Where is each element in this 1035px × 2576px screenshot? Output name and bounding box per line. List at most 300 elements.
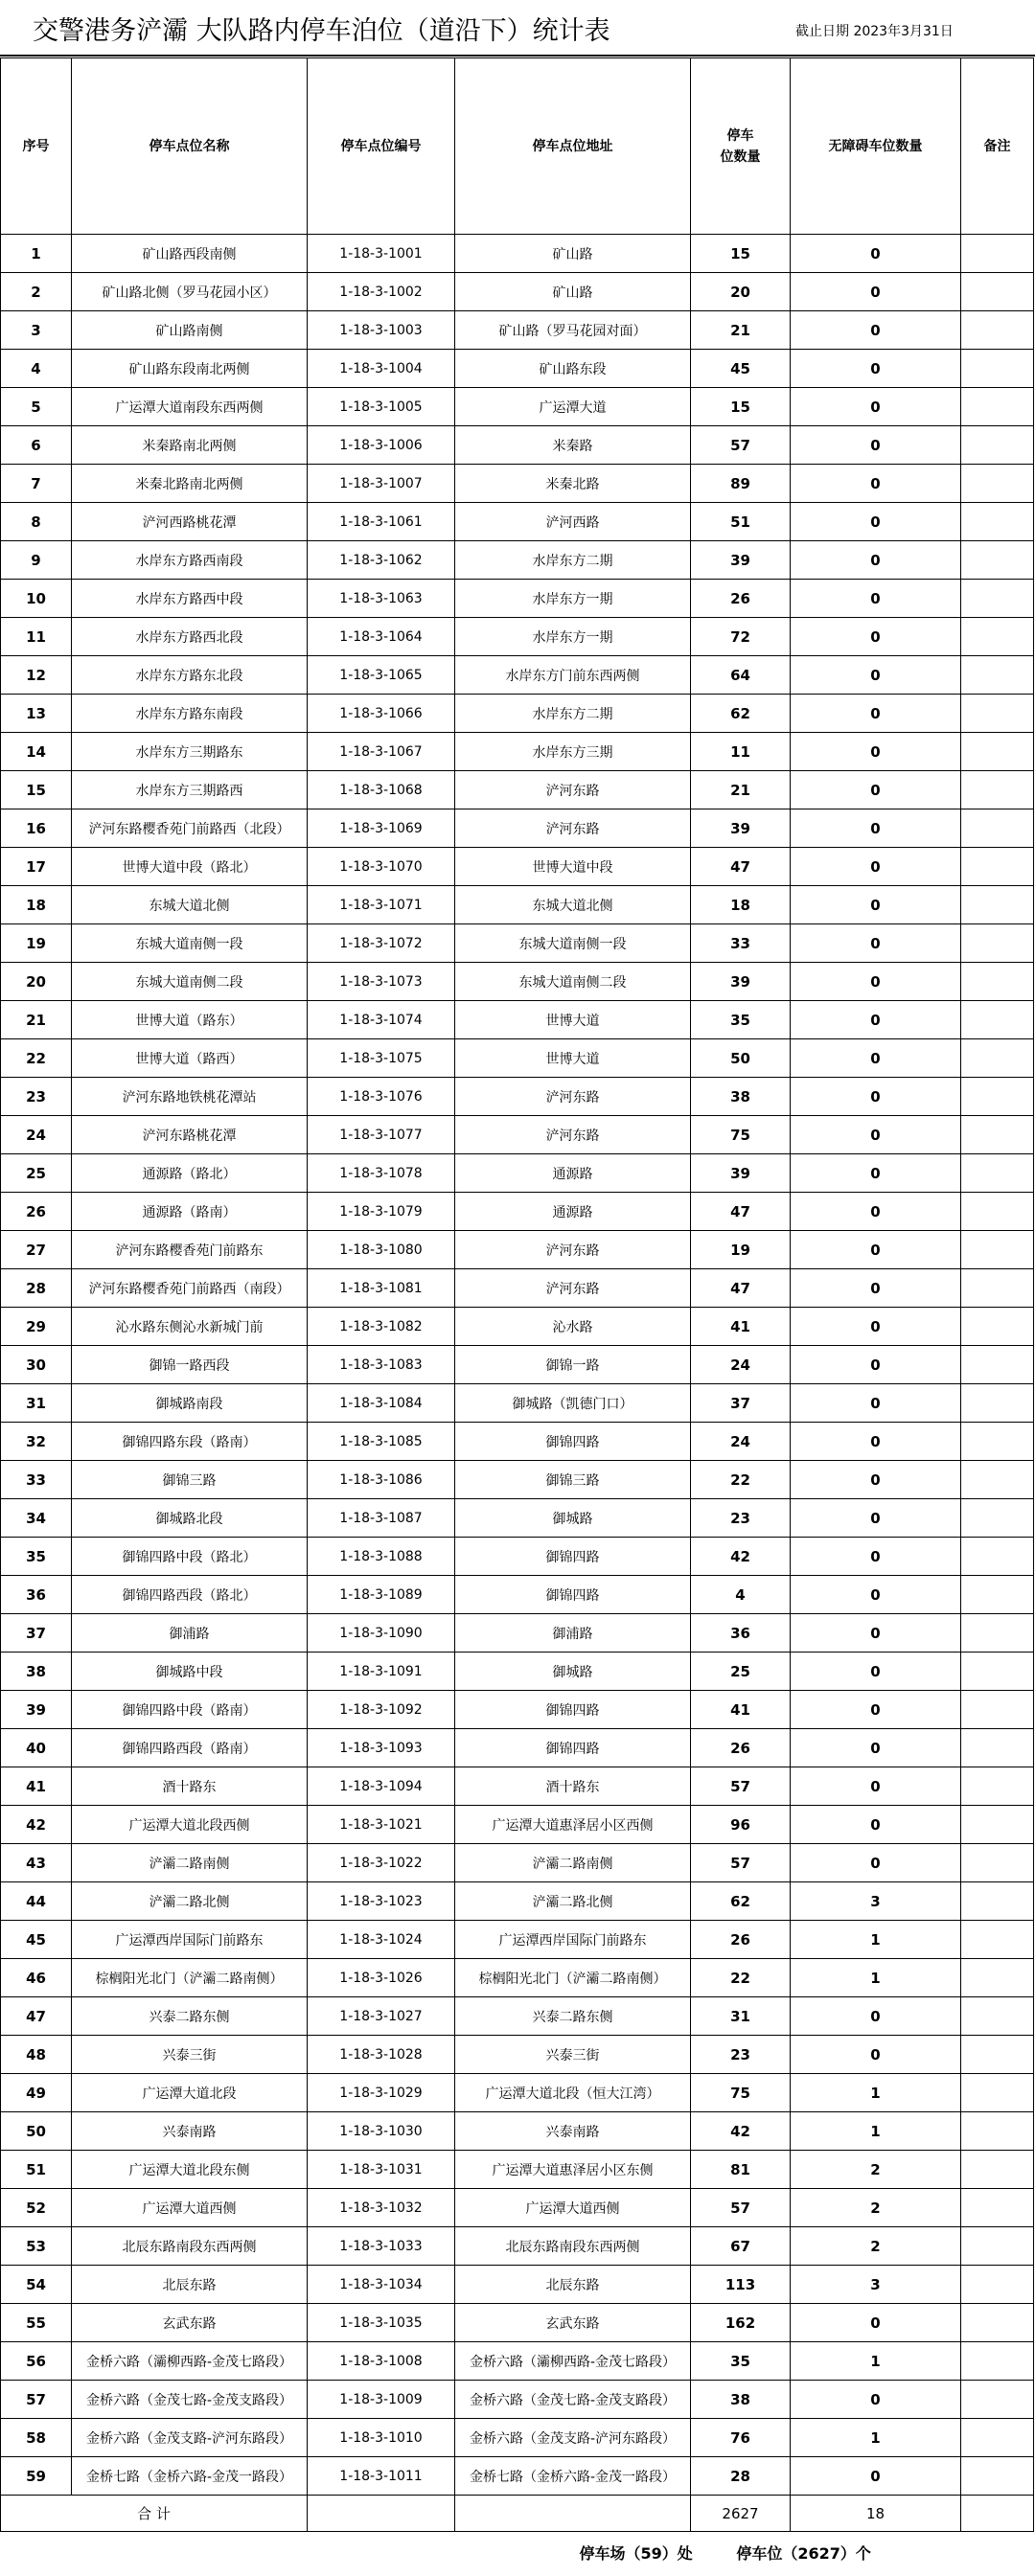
row-name: 御锦四路东段（路南） — [72, 1423, 308, 1461]
row-code: 1-18-3-1029 — [308, 2074, 455, 2112]
row-count: 51 — [691, 503, 791, 541]
row-remark — [961, 1346, 1034, 1384]
row-address: 矿山路（罗马花园对面） — [455, 311, 691, 350]
row-name: 御锦四路西段（路南） — [72, 1729, 308, 1767]
row-name: 矿山路南侧 — [72, 311, 308, 350]
row-accessible: 0 — [791, 963, 961, 1001]
table-row — [1, 311, 1034, 350]
row-count: 39 — [691, 1154, 791, 1193]
row-count: 62 — [691, 695, 791, 733]
row-accessible: 0 — [791, 1806, 961, 1844]
parking-table — [0, 57, 1034, 2574]
row-remark — [961, 2457, 1034, 2496]
row-remark — [961, 2227, 1034, 2266]
row-name: 御锦四路中段（路北） — [72, 1538, 308, 1576]
row-count: 96 — [691, 1806, 791, 1844]
row-remark — [961, 1844, 1034, 1882]
header-remark: 备注 — [961, 58, 1034, 235]
row-name: 兴泰二路东侧 — [72, 1997, 308, 2036]
row-code: 1-18-3-1079 — [308, 1193, 455, 1231]
row-seq: 27 — [1, 1231, 72, 1269]
row-accessible: 0 — [791, 2457, 961, 2496]
row-code: 1-18-3-1074 — [308, 1001, 455, 1039]
row-name: 浐河东路桃花潭 — [72, 1116, 308, 1154]
row-seq: 22 — [1, 1039, 72, 1078]
row-code: 1-18-3-1088 — [308, 1538, 455, 1576]
row-remark — [961, 1384, 1034, 1423]
row-count: 39 — [691, 541, 791, 580]
row-count: 57 — [691, 426, 791, 465]
row-name: 御浦路 — [72, 1614, 308, 1653]
row-code: 1-18-3-1080 — [308, 1231, 455, 1269]
row-accessible: 0 — [791, 1729, 961, 1767]
row-name: 金桥六路（金茂七路-金茂支路段） — [72, 2381, 308, 2419]
row-count: 42 — [691, 1538, 791, 1576]
row-accessible: 2 — [791, 2151, 961, 2189]
table-row — [1, 1767, 1034, 1806]
row-code: 1-18-3-1030 — [308, 2112, 455, 2151]
row-code: 1-18-3-1082 — [308, 1308, 455, 1346]
row-code: 1-18-3-1027 — [308, 1997, 455, 2036]
total-row — [1, 2496, 1034, 2532]
summary-spaces: 停车位（2627）个 — [736, 2544, 871, 2564]
row-address: 通源路 — [455, 1193, 691, 1231]
row-seq: 59 — [1, 2457, 72, 2496]
row-remark — [961, 2419, 1034, 2457]
row-name: 浐河东路地铁桃花潭站 — [72, 1078, 308, 1116]
row-remark — [961, 618, 1034, 656]
row-seq: 38 — [1, 1653, 72, 1691]
row-accessible: 0 — [791, 1308, 961, 1346]
row-seq: 49 — [1, 2074, 72, 2112]
table-row — [1, 2189, 1034, 2227]
row-accessible: 0 — [791, 1078, 961, 1116]
row-code: 1-18-3-1089 — [308, 1576, 455, 1614]
row-seq: 10 — [1, 580, 72, 618]
row-remark — [961, 235, 1034, 273]
row-address: 浐灞二路北侧 — [455, 1882, 691, 1921]
row-name: 浐河东路樱香苑门前路西（北段） — [72, 809, 308, 848]
row-code: 1-18-3-1093 — [308, 1729, 455, 1767]
table-row — [1, 2151, 1034, 2189]
table-row — [1, 1308, 1034, 1346]
row-address: 御城路 — [455, 1653, 691, 1691]
row-count: 41 — [691, 1308, 791, 1346]
total-label: 合 计 — [1, 2496, 308, 2532]
row-accessible: 0 — [791, 1039, 961, 1078]
row-code: 1-18-3-1034 — [308, 2266, 455, 2304]
row-remark — [961, 1423, 1034, 1461]
row-accessible: 1 — [791, 2419, 961, 2457]
row-code: 1-18-3-1066 — [308, 695, 455, 733]
row-remark — [961, 2304, 1034, 2342]
row-seq: 44 — [1, 1882, 72, 1921]
table-row — [1, 1691, 1034, 1729]
row-accessible: 0 — [791, 580, 961, 618]
row-seq: 18 — [1, 886, 72, 924]
row-code: 1-18-3-1075 — [308, 1039, 455, 1078]
row-count: 20 — [691, 273, 791, 311]
table-row — [1, 809, 1034, 848]
row-code: 1-18-3-1001 — [308, 235, 455, 273]
row-seq: 6 — [1, 426, 72, 465]
row-code: 1-18-3-1068 — [308, 771, 455, 809]
row-seq: 46 — [1, 1959, 72, 1997]
row-address: 广运潭大道惠泽居小区东侧 — [455, 2151, 691, 2189]
row-count: 11 — [691, 733, 791, 771]
row-address: 金桥七路（金桥六路-金茂一路段） — [455, 2457, 691, 2496]
header-count-line2: 位数量 — [720, 148, 761, 165]
row-code: 1-18-3-1077 — [308, 1116, 455, 1154]
row-code: 1-18-3-1063 — [308, 580, 455, 618]
table-row — [1, 1653, 1034, 1691]
table-row — [1, 1116, 1034, 1154]
row-count: 57 — [691, 2189, 791, 2227]
header-count-line1: 停车 — [726, 127, 754, 144]
row-address: 御城路 — [455, 1499, 691, 1538]
row-address: 浐河东路 — [455, 771, 691, 809]
row-remark — [961, 656, 1034, 695]
row-accessible: 0 — [791, 1576, 961, 1614]
table-row — [1, 2074, 1034, 2112]
row-accessible: 0 — [791, 273, 961, 311]
row-count: 18 — [691, 886, 791, 924]
row-address: 水岸东方一期 — [455, 618, 691, 656]
row-code: 1-18-3-1092 — [308, 1691, 455, 1729]
row-name: 广运潭大道南段东西两侧 — [72, 388, 308, 426]
row-accessible: 0 — [791, 503, 961, 541]
title-divider — [0, 55, 1035, 57]
row-remark — [961, 465, 1034, 503]
table-row — [1, 1844, 1034, 1882]
table-row — [1, 2342, 1034, 2381]
row-name: 水岸东方路西中段 — [72, 580, 308, 618]
row-count: 26 — [691, 1921, 791, 1959]
row-code: 1-18-3-1021 — [308, 1806, 455, 1844]
row-seq: 29 — [1, 1308, 72, 1346]
row-seq: 5 — [1, 388, 72, 426]
row-remark — [961, 1653, 1034, 1691]
row-accessible: 0 — [791, 1193, 961, 1231]
table-row — [1, 273, 1034, 311]
row-name: 米秦北路南北两侧 — [72, 465, 308, 503]
row-seq: 48 — [1, 2036, 72, 2074]
row-remark — [961, 924, 1034, 963]
row-address: 御锦四路 — [455, 1423, 691, 1461]
row-count: 15 — [691, 388, 791, 426]
row-address: 御锦三路 — [455, 1461, 691, 1499]
row-count: 22 — [691, 1461, 791, 1499]
row-address: 矿山路 — [455, 235, 691, 273]
row-seq: 19 — [1, 924, 72, 963]
row-accessible: 0 — [791, 1423, 961, 1461]
row-name: 广运潭大道北段 — [72, 2074, 308, 2112]
row-seq: 56 — [1, 2342, 72, 2381]
table-row — [1, 733, 1034, 771]
row-address: 广运潭西岸国际门前路东 — [455, 1921, 691, 1959]
row-remark — [961, 1308, 1034, 1346]
row-name: 御锦一路西段 — [72, 1346, 308, 1384]
table-row — [1, 2381, 1034, 2419]
row-remark — [961, 580, 1034, 618]
table-row — [1, 1997, 1034, 2036]
table-row — [1, 924, 1034, 963]
table-row — [1, 695, 1034, 733]
row-accessible: 0 — [791, 1384, 961, 1423]
table-row — [1, 1154, 1034, 1193]
row-count: 36 — [691, 1614, 791, 1653]
row-code: 1-18-3-1007 — [308, 465, 455, 503]
row-accessible: 0 — [791, 1499, 961, 1538]
row-count: 26 — [691, 1729, 791, 1767]
row-accessible: 0 — [791, 2304, 961, 2342]
row-address: 广运潭大道惠泽居小区西侧 — [455, 1806, 691, 1844]
row-count: 50 — [691, 1039, 791, 1078]
row-code: 1-18-3-1031 — [308, 2151, 455, 2189]
row-name: 浐河东路樱香苑门前路东 — [72, 1231, 308, 1269]
row-seq: 23 — [1, 1078, 72, 1116]
row-accessible: 1 — [791, 1921, 961, 1959]
row-remark — [961, 1499, 1034, 1538]
table-row — [1, 2304, 1034, 2342]
row-remark — [961, 2189, 1034, 2227]
row-address: 米秦北路 — [455, 465, 691, 503]
row-name: 棕榈阳光北门（浐灞二路南侧） — [72, 1959, 308, 1997]
row-address: 御城路（凯德门口） — [455, 1384, 691, 1423]
row-seq: 45 — [1, 1921, 72, 1959]
row-seq: 1 — [1, 235, 72, 273]
row-remark — [961, 1193, 1034, 1231]
table-row — [1, 2036, 1034, 2074]
row-seq: 39 — [1, 1691, 72, 1729]
row-code: 1-18-3-1004 — [308, 350, 455, 388]
row-count: 19 — [691, 1231, 791, 1269]
row-remark — [961, 886, 1034, 924]
row-code: 1-18-3-1069 — [308, 809, 455, 848]
header-address: 停车点位地址 — [455, 58, 691, 235]
row-address: 矿山路 — [455, 273, 691, 311]
row-seq: 28 — [1, 1269, 72, 1308]
row-count: 113 — [691, 2266, 791, 2304]
row-name: 世博大道（路东） — [72, 1001, 308, 1039]
row-count: 67 — [691, 2227, 791, 2266]
row-seq: 8 — [1, 503, 72, 541]
row-count: 62 — [691, 1882, 791, 1921]
row-count: 45 — [691, 350, 791, 388]
row-name: 兴泰三街 — [72, 2036, 308, 2074]
row-seq: 16 — [1, 809, 72, 848]
row-address: 水岸东方一期 — [455, 580, 691, 618]
row-remark — [961, 426, 1034, 465]
total-count: 2627 — [691, 2496, 791, 2532]
row-code: 1-18-3-1009 — [308, 2381, 455, 2419]
row-accessible: 0 — [791, 1001, 961, 1039]
row-address: 浐灞二路南侧 — [455, 1844, 691, 1882]
row-code: 1-18-3-1078 — [308, 1154, 455, 1193]
row-accessible: 1 — [791, 1959, 961, 1997]
row-address: 沁水路 — [455, 1308, 691, 1346]
table-row — [1, 2457, 1034, 2496]
row-remark — [961, 1614, 1034, 1653]
row-remark — [961, 273, 1034, 311]
row-seq: 17 — [1, 848, 72, 886]
summary-row — [1, 2532, 1034, 2574]
row-code: 1-18-3-1073 — [308, 963, 455, 1001]
table-row — [1, 426, 1034, 465]
table-row — [1, 541, 1034, 580]
row-remark — [961, 2381, 1034, 2419]
table-row — [1, 503, 1034, 541]
row-seq: 15 — [1, 771, 72, 809]
row-code: 1-18-3-1085 — [308, 1423, 455, 1461]
row-code: 1-18-3-1033 — [308, 2227, 455, 2266]
row-name: 浐灞二路北侧 — [72, 1882, 308, 1921]
row-accessible: 1 — [791, 2342, 961, 2381]
row-accessible: 1 — [791, 2112, 961, 2151]
row-name: 矿山路西段南侧 — [72, 235, 308, 273]
row-remark — [961, 2151, 1034, 2189]
row-name: 浐河西路桃花潭 — [72, 503, 308, 541]
table-row — [1, 1576, 1034, 1614]
row-seq: 4 — [1, 350, 72, 388]
row-name: 北辰东路 — [72, 2266, 308, 2304]
row-code: 1-18-3-1071 — [308, 886, 455, 924]
row-count: 26 — [691, 580, 791, 618]
row-name: 通源路（路北） — [72, 1154, 308, 1193]
row-address: 水岸东方门前东西两侧 — [455, 656, 691, 695]
row-address: 浐河东路 — [455, 809, 691, 848]
row-accessible: 0 — [791, 2381, 961, 2419]
row-seq: 37 — [1, 1614, 72, 1653]
table-row — [1, 1499, 1034, 1538]
row-count: 21 — [691, 771, 791, 809]
row-name: 世博大道（路西） — [72, 1039, 308, 1078]
row-accessible: 0 — [791, 350, 961, 388]
row-seq: 11 — [1, 618, 72, 656]
table-row — [1, 886, 1034, 924]
row-code: 1-18-3-1086 — [308, 1461, 455, 1499]
row-code: 1-18-3-1003 — [308, 311, 455, 350]
row-count: 23 — [691, 1499, 791, 1538]
row-address: 酒十路东 — [455, 1767, 691, 1806]
row-seq: 2 — [1, 273, 72, 311]
row-count: 24 — [691, 1346, 791, 1384]
table-row — [1, 1039, 1034, 1078]
row-name: 玄武东路 — [72, 2304, 308, 2342]
row-code: 1-18-3-1026 — [308, 1959, 455, 1997]
row-name: 世博大道中段（路北） — [72, 848, 308, 886]
row-address: 水岸东方二期 — [455, 541, 691, 580]
row-remark — [961, 695, 1034, 733]
row-remark — [961, 1806, 1034, 1844]
row-accessible: 0 — [791, 1461, 961, 1499]
table-row — [1, 2266, 1034, 2304]
table-row — [1, 1461, 1034, 1499]
row-remark — [961, 311, 1034, 350]
row-remark — [961, 1691, 1034, 1729]
row-code: 1-18-3-1011 — [308, 2457, 455, 2496]
row-seq: 50 — [1, 2112, 72, 2151]
row-seq: 14 — [1, 733, 72, 771]
total-empty-address — [455, 2496, 691, 2532]
row-name: 矿山路东段南北两侧 — [72, 350, 308, 388]
row-seq: 3 — [1, 311, 72, 350]
row-seq: 13 — [1, 695, 72, 733]
row-accessible: 0 — [791, 809, 961, 848]
row-address: 广运潭大道北段（恒大江湾） — [455, 2074, 691, 2112]
table-row — [1, 1193, 1034, 1231]
row-count: 37 — [691, 1384, 791, 1423]
row-remark — [961, 1461, 1034, 1499]
row-address: 浐河东路 — [455, 1269, 691, 1308]
table-row — [1, 1231, 1034, 1269]
row-remark — [961, 848, 1034, 886]
row-code: 1-18-3-1076 — [308, 1078, 455, 1116]
row-name: 广运潭大道北段西侧 — [72, 1806, 308, 1844]
row-seq: 9 — [1, 541, 72, 580]
table-row — [1, 771, 1034, 809]
row-address: 矿山路东段 — [455, 350, 691, 388]
row-accessible: 0 — [791, 235, 961, 273]
row-count: 41 — [691, 1691, 791, 1729]
row-count: 15 — [691, 235, 791, 273]
row-count: 35 — [691, 2342, 791, 2381]
row-accessible: 0 — [791, 1614, 961, 1653]
table-row — [1, 388, 1034, 426]
table-row — [1, 2112, 1034, 2151]
row-remark — [961, 1154, 1034, 1193]
row-address: 兴泰南路 — [455, 2112, 691, 2151]
row-accessible: 0 — [791, 1844, 961, 1882]
row-seq: 41 — [1, 1767, 72, 1806]
row-remark — [961, 1997, 1034, 2036]
row-seq: 34 — [1, 1499, 72, 1538]
row-remark — [961, 2266, 1034, 2304]
row-code: 1-18-3-1028 — [308, 2036, 455, 2074]
row-accessible: 0 — [791, 618, 961, 656]
row-address: 御浦路 — [455, 1614, 691, 1653]
row-seq: 36 — [1, 1576, 72, 1614]
row-address: 北辰东路南段东西两侧 — [455, 2227, 691, 2266]
row-remark — [961, 2342, 1034, 2381]
row-count: 35 — [691, 1001, 791, 1039]
row-remark — [961, 350, 1034, 388]
header-seq: 序号 — [1, 58, 72, 235]
table-row — [1, 580, 1034, 618]
row-name: 北辰东路南段东西两侧 — [72, 2227, 308, 2266]
row-address: 兴泰二路东侧 — [455, 1997, 691, 2036]
row-code: 1-18-3-1022 — [308, 1844, 455, 1882]
row-name: 酒十路东 — [72, 1767, 308, 1806]
row-name: 水岸东方三期路东 — [72, 733, 308, 771]
row-code: 1-18-3-1087 — [308, 1499, 455, 1538]
row-seq: 52 — [1, 2189, 72, 2227]
row-remark — [961, 1039, 1034, 1078]
row-accessible: 0 — [791, 541, 961, 580]
row-count: 162 — [691, 2304, 791, 2342]
row-count: 72 — [691, 618, 791, 656]
row-seq: 7 — [1, 465, 72, 503]
table-row — [1, 1959, 1034, 1997]
row-name: 御城路南段 — [72, 1384, 308, 1423]
row-accessible: 0 — [791, 695, 961, 733]
row-seq: 26 — [1, 1193, 72, 1231]
row-count: 39 — [691, 809, 791, 848]
row-address: 金桥六路（金茂七路-金茂支路段） — [455, 2381, 691, 2419]
row-name: 浐河东路樱香苑门前路西（南段） — [72, 1269, 308, 1308]
row-code: 1-18-3-1067 — [308, 733, 455, 771]
row-code: 1-18-3-1006 — [308, 426, 455, 465]
